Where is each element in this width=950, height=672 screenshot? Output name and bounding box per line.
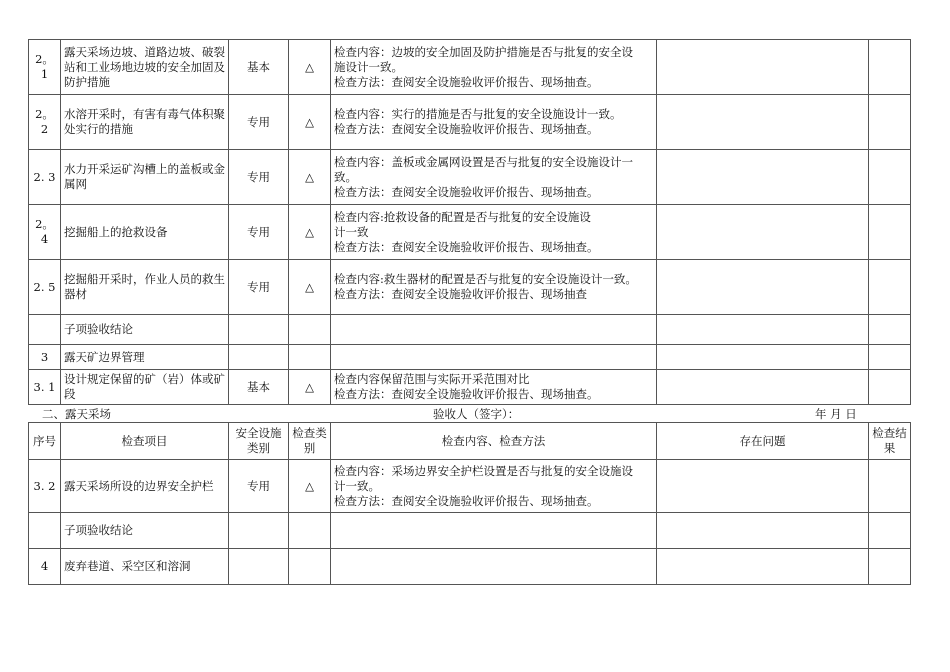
row-content-method [331, 205, 657, 260]
row-item: 挖掘船开采时，作业人员的救生器材 [61, 260, 229, 315]
row-check-mark [289, 549, 331, 585]
row-num: 2。1 [29, 40, 61, 95]
row-num [29, 513, 61, 549]
row-problems-cell[interactable] [657, 95, 869, 150]
row-content-method [331, 150, 657, 205]
row-content-method [331, 345, 657, 370]
row-result-cell[interactable] [869, 40, 911, 95]
row-result-cell[interactable] [869, 205, 911, 260]
row-result-cell[interactable] [869, 549, 911, 585]
table-row [29, 513, 911, 549]
row-content-method [331, 460, 657, 513]
table-row [29, 95, 911, 150]
content-line: 检查方法：查阅安全设施验收评价报告、现场抽查。 [334, 493, 599, 508]
table-row [29, 315, 911, 345]
row-facility-type: 基本 [229, 370, 289, 405]
content-line: 计一致 [334, 224, 369, 239]
row-problems-cell[interactable] [657, 513, 869, 549]
row-num: 2. 3 [29, 150, 61, 205]
content-line: 检查内容：采场边界安全护栏设置是否与批复的安全设施设 [334, 463, 633, 478]
row-result-cell[interactable] [869, 315, 911, 345]
content-line: 检查方法：查阅安全设施验收评价报告、现场抽查 [334, 287, 587, 301]
header-check-type: 检查类别 [289, 423, 331, 460]
row-facility-type [229, 549, 289, 585]
row-num: 2。4 [29, 205, 61, 260]
row-check-mark [289, 513, 331, 549]
content-line: 检查方法：查阅安全设施验收评价报告、现场抽查。 [334, 184, 599, 199]
inspector-signature-label: 验收人（签字）： [433, 407, 520, 421]
row-facility-type: 专用 [229, 95, 289, 150]
content-line: 检查内容：盖板或金属网设置是否与批复的安全设施设计一 [334, 154, 633, 169]
table-row [29, 150, 911, 205]
row-result-cell[interactable] [869, 95, 911, 150]
row-check-mark [289, 345, 331, 370]
row-result-cell[interactable] [869, 370, 911, 405]
row-check-mark: △ [289, 260, 331, 315]
header-content-method: 检查内容、检查方法 [331, 423, 657, 460]
row-item: 露天采场所设的边界安全护栏 [61, 460, 229, 513]
row-check-mark: △ [289, 40, 331, 95]
row-facility-type: 基本 [229, 40, 289, 95]
header-num: 序号 [29, 423, 61, 460]
header-facility-type: 安全设施类别 [229, 423, 289, 460]
table-row [29, 460, 911, 513]
row-problems-cell[interactable] [657, 345, 869, 370]
row-num: 3. 2 [29, 460, 61, 513]
row-result-cell[interactable] [869, 150, 911, 205]
section-header-line [28, 406, 910, 422]
content-line: 检查方法：查阅安全设施验收评价报告、现场抽查。 [334, 239, 599, 254]
row-problems-cell[interactable] [657, 315, 869, 345]
content-line: 施设计一致。 [334, 59, 403, 74]
row-facility-type [229, 345, 289, 370]
inspection-table-upper [28, 39, 911, 405]
content-line: 致。 [334, 169, 357, 184]
row-check-mark: △ [289, 150, 331, 205]
row-content-method [331, 40, 657, 95]
inspection-table-lower [28, 422, 911, 585]
row-problems-cell[interactable] [657, 40, 869, 95]
row-result-cell[interactable] [869, 345, 911, 370]
row-item: 水溶开采时，有害有毒气体积聚处实行的措施 [61, 95, 229, 150]
row-num: 3 [29, 345, 61, 370]
row-num: 2。2 [29, 95, 61, 150]
row-num: 4 [29, 549, 61, 585]
row-result-cell[interactable] [869, 460, 911, 513]
row-check-mark: △ [289, 460, 331, 513]
row-item: 子项验收结论 [61, 513, 229, 549]
row-result-cell[interactable] [869, 513, 911, 549]
header-result: 检查结果 [869, 423, 911, 460]
row-content-method [331, 95, 657, 150]
row-num [29, 315, 61, 345]
content-line: 检查内容：边坡的安全加固及防护措施是否与批复的安全设 [334, 44, 633, 59]
row-content-method [331, 370, 657, 405]
table-row [29, 40, 911, 95]
table-header-row [29, 423, 911, 460]
content-line: 检查内容:抢救设备的配置是否与批复的安全设施设 [334, 209, 591, 224]
row-check-mark: △ [289, 95, 331, 150]
row-item: 废弃巷道、采空区和溶洞 [61, 549, 229, 585]
row-item: 挖掘船上的抢救设备 [61, 205, 229, 260]
row-problems-cell[interactable] [657, 260, 869, 315]
row-item: 露天矿边界管理 [61, 345, 229, 370]
content-line: 检查方法：查阅安全设施验收评价报告、现场抽查。 [334, 387, 599, 401]
date-label: 年 月 日 [815, 407, 857, 421]
table-row [29, 549, 911, 585]
row-problems-cell[interactable] [657, 205, 869, 260]
content-line: 检查内容：实行的措施是否与批复的安全设施设计一致。 [334, 107, 622, 121]
content-line: 检查方法：查阅安全设施验收评价报告、现场抽查。 [334, 122, 599, 136]
content-line: 检查内容保留范围与实际开采范围对比 [334, 372, 530, 386]
row-check-mark: △ [289, 205, 331, 260]
row-content-method [331, 315, 657, 345]
row-problems-cell[interactable] [657, 460, 869, 513]
row-content-method [331, 549, 657, 585]
header-item: 检查项目 [61, 423, 229, 460]
section-title: 二、露天采场 [42, 407, 111, 421]
row-problems-cell[interactable] [657, 549, 869, 585]
row-item: 水力开采运矿沟槽上的盖板或金属网 [61, 150, 229, 205]
row-facility-type [229, 513, 289, 549]
content-line: 检查内容:救生器材的配置是否与批复的安全设施设计一致。 [334, 272, 637, 286]
table-row [29, 370, 911, 405]
row-content-method [331, 513, 657, 549]
header-problems: 存在问题 [657, 423, 869, 460]
content-line: 计一致。 [334, 478, 380, 493]
table-row [29, 345, 911, 370]
row-facility-type: 专用 [229, 150, 289, 205]
row-content-method [331, 260, 657, 315]
row-facility-type: 专用 [229, 260, 289, 315]
row-problems-cell[interactable] [657, 370, 869, 405]
row-problems-cell[interactable] [657, 150, 869, 205]
row-check-mark: △ [289, 370, 331, 405]
row-check-mark [289, 315, 331, 345]
row-facility-type: 专用 [229, 460, 289, 513]
row-facility-type: 专用 [229, 205, 289, 260]
row-result-cell[interactable] [869, 260, 911, 315]
content-line: 检查方法：查阅安全设施验收评价报告、现场抽查。 [334, 74, 599, 89]
row-item: 露天采场边坡、道路边坡、破裂站和工业场地边坡的安全加固及防护措施 [61, 40, 229, 95]
table-row [29, 205, 911, 260]
row-num: 2. 5 [29, 260, 61, 315]
table-row [29, 260, 911, 315]
row-facility-type [229, 315, 289, 345]
row-num: 3. 1 [29, 370, 61, 405]
row-item: 子项验收结论 [61, 315, 229, 345]
row-item: 设计规定保留的矿（岩）体或矿段 [61, 370, 229, 405]
